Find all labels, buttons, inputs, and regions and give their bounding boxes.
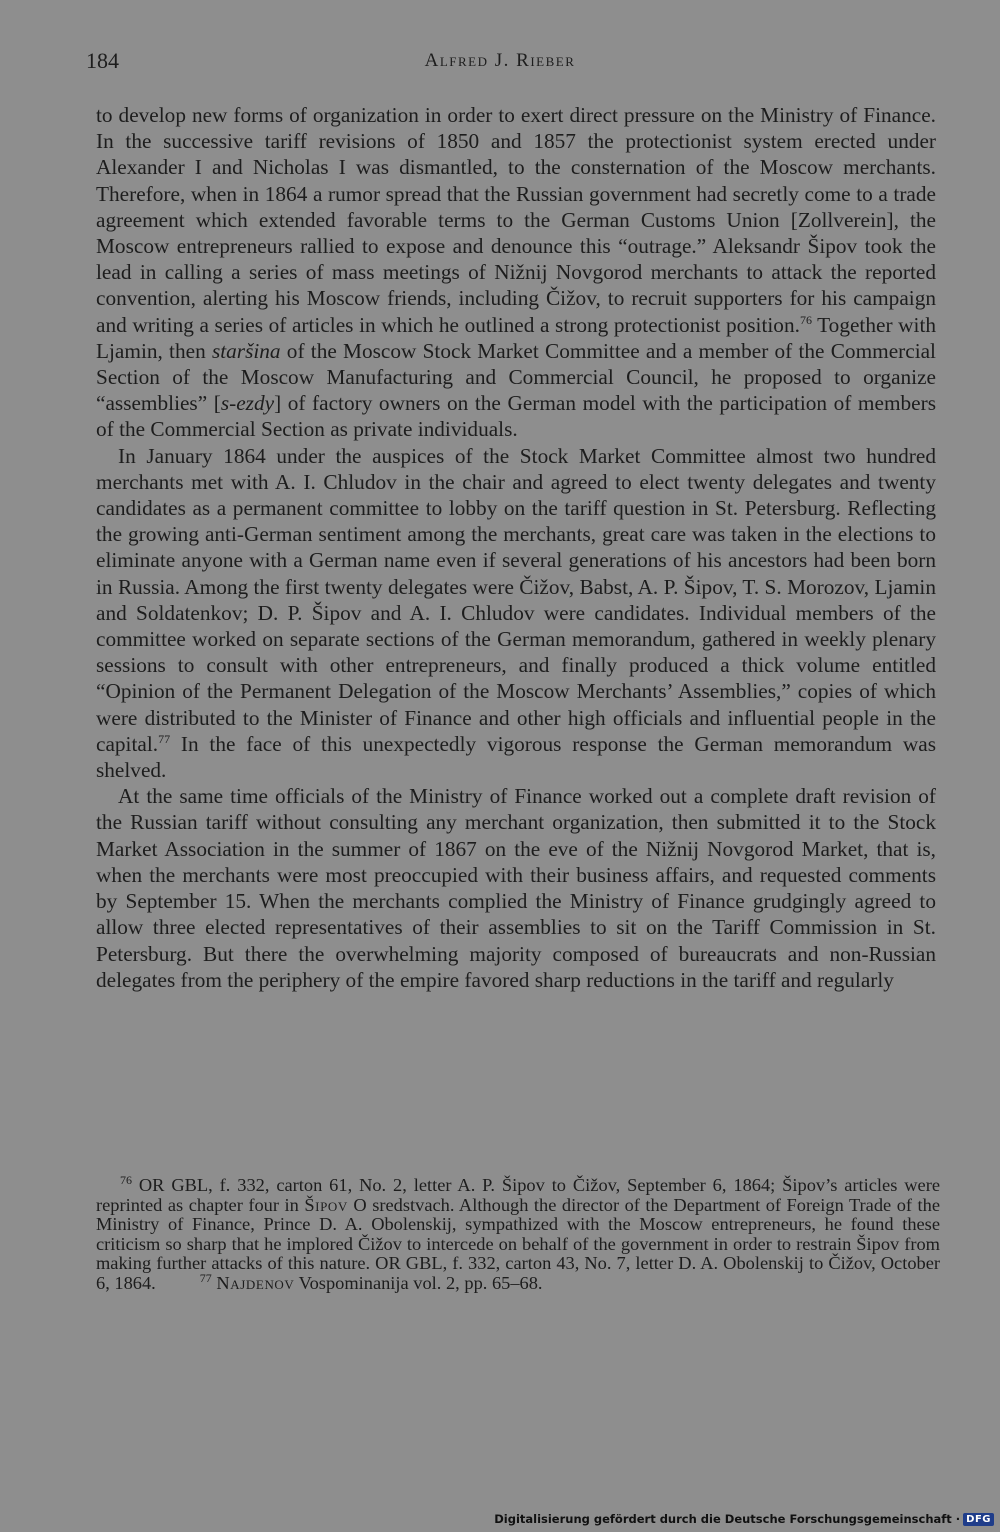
text-span: ] of factory owners on the German model with the participation of members of the Commercial Section as private individuals. [96,391,936,442]
body-text [96,102,936,993]
text-span: OR GBL, f. 332, carton 61, No. 2, letter A. P. Šipov to Čižov, September 6, 1864; Šipov’s articles were reprinted as chapter four in [96,1175,940,1215]
credit-text: Digitalisierung gefördert durch die Deutsche Forschungsgemeinschaft · [494,1512,961,1526]
text-span: of the Moscow Stock Market Committee and a member of the Commercial Section of the Moscow Manufacturing and Commercial Council, he proposed to organize “assemblies” [ [96,338,936,416]
text-span: to develop new forms of organization in order to exert direct pressure on the Ministry of Finance. In the successive tariff revisions of 1850 and 1857 the protectionist system erected under Alexander I and Nicholas I was dismantled, to the consternation of the Moscow merchants. Therefore, when in 1864 a rumor spread that the Russian government had secretly come to a trade agreement which extended favorable terms to the German Customs Union [Zollverein], the Moscow entrepreneurs rallied to expose and denounce this “outrage.” Aleksandr Šipov took the lead in calling a series of mass meetings of Nižnij Novgorod merchants to attack the reported convention, alerting his Moscow friends, including Čižov, to recruit supporters for his campaign and writing a series of articles in which he outlined a strong protectionist position. [96,103,936,337]
page-number: 184 [86,48,119,73]
dfg-logo: DFG [963,1513,994,1526]
paragraph-3: At the same time officials of the Ministry of Finance worked out a complete draft revision of the Russian tariff without consulting any merchant organization, then submitted it to the Stock Market Association in the summer of 1867 on the eve of the Nižnij Novgorod Market, that is, when the merchants were most preoccupied with their business affairs, and requested comments by September 15. When the merchants complied the Ministry of Finance grudgingly agreed to allow three elected representatives of their assemblies to sit on the Tariff Commission in St. Petersburg. But there the overwhelming majority composed of bureaucrats and non-Russian delegates from the periphery of the empire favored sharp reductions in the tariff and regularly [96,784,936,992]
footnote-76 [96,1172,940,1294]
author-smallcaps: Najdenov [216,1272,295,1293]
digitization-credit [494,1512,994,1526]
text-span: Vospominanija vol. 2, pp. 65–68. [294,1272,543,1293]
footnote-number-77: 77 [199,1270,212,1285]
footnote-number-76: 76 [120,1172,132,1187]
text-span: Together with Ljamin, then [96,312,937,363]
italic-term: staršina [211,338,281,363]
paragraph-1 [96,102,936,443]
author-smallcaps: Šipov [304,1194,348,1215]
running-head: Alfred J. Rieber [424,50,576,71]
text-span: In the face of this unexpectedly vigorous response the German memorandum was shelved. [96,731,936,783]
text-span: In January 1864 under the auspices of the Stock Market Committee almost two hundred merchants met with A. I. Chludov in the chair and agreed to elect twenty delegates and twenty candidates as a permanent committee to lobby on the tariff question in St. Petersburg. Reflecting the growing anti-German sentiment among the merchants, great care was taken in the elections to eliminate anyone with a German name even if several generations of his ancestors had been born in Russia. Among the first twenty delegates were Čižov, Babst, A. P. Šipov, T. S. Morozov, Ljamin and Soldatenkov; D. P. Šipov and A. I. Chludov were candidates. Individual members of the committee worked on separate sections of the German memorandum, gathered in weekly plenary sessions to consult with other entrepreneurs, and finally produced a thick volume entitled “Opinion of the Permanent Delegation of the Moscow Merchants’ Assemblies,” copies of which were distributed to the Minister of Finance and other high officials and influential people in the capital. [96,443,936,756]
paragraph-2 [96,443,936,784]
footnotes [96,1172,940,1294]
footnote-ref-76: 76 [799,312,812,327]
text-span: O sredstvach. Although the director of the Department of Foreign Trade of the Ministry of Finance, Prince D. A. Obolenskij, sympathized with the Moscow entrepreneurs, he found these criticism so sharp that he implored Čižov to intercede on behalf of the government in order to restrain Šipov from making further attacks of this nature. OR GBL, f. 332, carton 43, No. 7, letter D. A. Obolenskij to Čižov, October 6, 1864. [96,1194,940,1293]
footnote-ref-77: 77 [158,731,171,746]
italic-term: s-ezdy [220,391,275,416]
